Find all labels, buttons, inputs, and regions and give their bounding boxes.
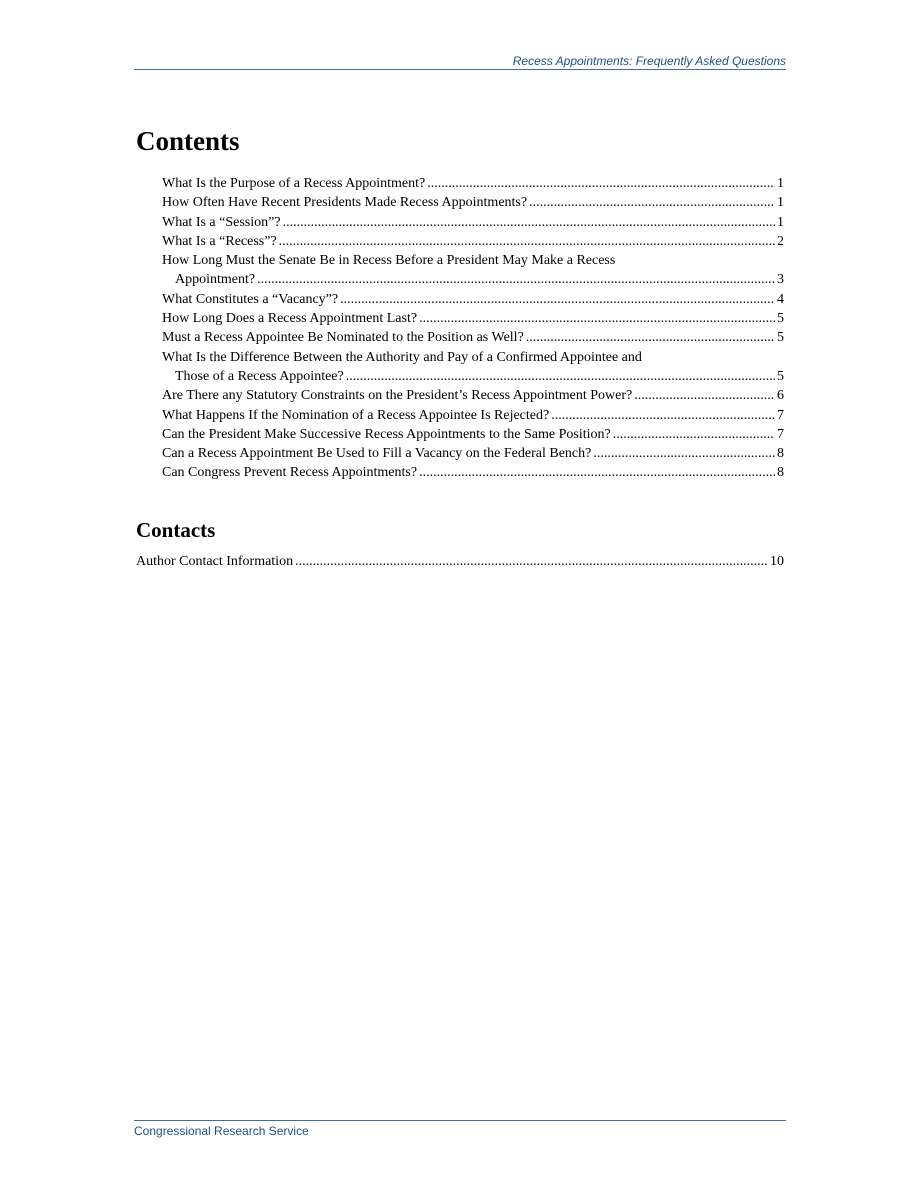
toc-page-number: 8 (777, 465, 784, 481)
toc-entry-title: How Often Have Recent Presidents Made Recess Appointments? (162, 195, 528, 211)
toc-page-number: 1 (777, 214, 784, 230)
table-of-contents (162, 174, 784, 483)
toc-entry-title-line: How Long Must the Senate Be in Recess Before a President May Make a Recess (162, 253, 616, 269)
running-header-title: Recess Appointments: Frequently Asked Questions (512, 54, 786, 68)
footer-organization: Congressional Research Service (134, 1124, 309, 1138)
toc-entry[interactable] (162, 309, 784, 328)
toc-entry-title: Are There any Statutory Constraints on the President’s Recess Appointment Power? (162, 388, 633, 404)
toc-dot-leader (526, 328, 775, 347)
toc-dot-leader (551, 406, 775, 425)
toc-entry-continuation (162, 367, 784, 386)
toc-page-number: 7 (777, 407, 784, 423)
toc-entry-title: Can a Recess Appointment Be Used to Fill a Vacancy on the Federal Bench? (162, 446, 592, 462)
toc-entry-title: Must a Recess Appointee Be Nominated to the Position as Well? (162, 330, 524, 346)
toc-dot-leader (427, 174, 775, 193)
toc-page-number: 3 (777, 272, 784, 288)
toc-page-number: 7 (777, 426, 784, 442)
toc-entry-title: Those of a Recess Appointee? (175, 368, 344, 384)
running-header (134, 55, 786, 70)
toc-page-number: 6 (777, 388, 784, 404)
toc-entry[interactable] (162, 251, 784, 290)
toc-dot-leader (340, 290, 775, 309)
contacts-heading: Contacts (136, 518, 216, 542)
toc-page-number: 5 (777, 311, 784, 327)
toc-dot-leader (257, 270, 775, 289)
toc-dot-leader (613, 425, 775, 444)
toc-dot-leader (346, 367, 775, 386)
toc-page-number: 5 (777, 330, 784, 346)
running-footer (134, 1120, 786, 1138)
toc-entry[interactable] (136, 552, 784, 571)
toc-dot-leader (419, 463, 775, 482)
toc-page-number: 2 (777, 233, 784, 249)
toc-entry[interactable] (162, 406, 784, 425)
contents-heading: Contents (136, 126, 240, 156)
toc-entry-title: What Constitutes a “Vacancy”? (162, 291, 339, 307)
toc-entry[interactable] (162, 386, 784, 405)
contacts-list (136, 552, 784, 571)
toc-entry-continuation (162, 270, 784, 289)
toc-entry-title: Can Congress Prevent Recess Appointments? (162, 465, 418, 481)
toc-entry-title: Appointment? (175, 272, 256, 288)
toc-dot-leader (279, 232, 775, 251)
toc-entry[interactable] (162, 232, 784, 251)
toc-entry[interactable] (162, 213, 784, 232)
toc-entry-title: What Is a “Recess”? (162, 233, 277, 249)
toc-entry-title: How Long Does a Recess Appointment Last? (162, 311, 418, 327)
toc-entry-title: What Happens If the Nomination of a Recess Appointee Is Rejected? (162, 407, 550, 423)
toc-dot-leader (634, 386, 775, 405)
toc-page-number: 10 (770, 554, 784, 569)
toc-entry-title: What Is the Purpose of a Recess Appointment? (162, 176, 426, 191)
toc-page-number: 1 (777, 176, 784, 191)
toc-entry[interactable] (162, 425, 784, 444)
toc-entry[interactable] (162, 348, 784, 387)
toc-dot-leader (593, 444, 775, 463)
toc-entry-title: What Is a “Session”? (162, 214, 281, 230)
toc-entry[interactable] (162, 328, 784, 347)
toc-entry[interactable] (162, 174, 784, 193)
toc-entry-title: Author Contact Information (136, 554, 294, 569)
toc-page-number: 1 (777, 195, 784, 211)
toc-entry[interactable] (162, 463, 784, 482)
toc-page-number: 5 (777, 368, 784, 384)
toc-entry[interactable] (162, 290, 784, 309)
toc-dot-leader (283, 213, 775, 232)
toc-entry[interactable] (162, 193, 784, 212)
toc-entry[interactable] (162, 444, 784, 463)
toc-entry-title-line: What Is the Difference Between the Authority and Pay of a Confirmed Appointee and (162, 349, 642, 365)
toc-dot-leader (419, 309, 775, 328)
toc-dot-leader (295, 552, 768, 571)
toc-page-number: 8 (777, 446, 784, 462)
toc-dot-leader (529, 193, 775, 212)
toc-entry-title: Can the President Make Successive Recess Appointments to the Same Position? (162, 426, 611, 442)
toc-page-number: 4 (777, 291, 784, 307)
